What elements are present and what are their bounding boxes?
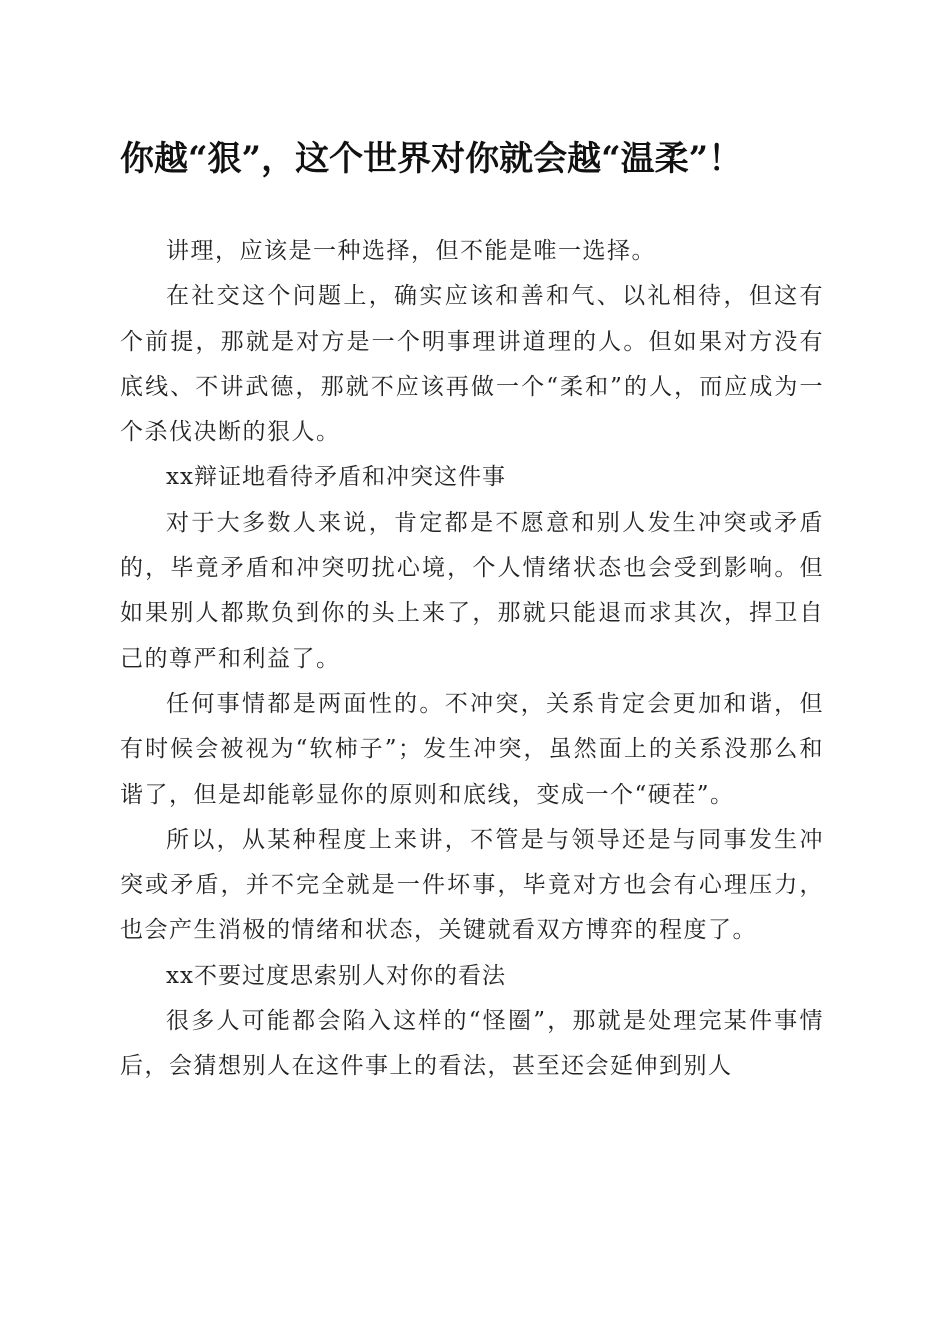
paragraph: 讲理，应该是一种选择，但不能是唯一选择。: [166, 238, 656, 264]
paragraph: 所以，从某种程度上来讲，不管是与领导还是与同事发生冲突或矛盾，并不完全就是一件坏事，毕竟对方也会有心理压力，也会产生消极的情绪和状态，关键就看双方博弈的程度了。: [120, 826, 824, 944]
document-title: 你越“狠”，这个世界对你就会越“温柔”！: [120, 139, 743, 179]
section-heading: xx不要过度思索别人对你的看法: [166, 962, 506, 989]
section-heading: xx辩证地看待矛盾和冲突这件事: [166, 464, 506, 491]
paragraph: 很多人可能都会陷入这样的“怪圈”，那就是处理完某件事情后，会猜想别人在这件事上的看法，甚至还会延伸到别人: [120, 1008, 824, 1080]
paragraph: 任何事情都是两面性的。不冲突，关系肯定会更加和谐，但有时候会被视为“软柿子”；发生冲突，虽然面上的关系没那么和谐了，但是却能彰显你的原则和底线，变成一个“硬茬”。: [120, 690, 824, 808]
document-body: [120, 229, 824, 1090]
paragraph: 对于大多数人来说，肯定都是不愿意和别人发生冲突或矛盾的，毕竟矛盾和冲突叨扰心境，个人情绪状态也会受到影响。但如果别人都欺负到你的头上来了，那就只能退而求其次，捍卫自己的尊严和利益了。: [120, 509, 824, 672]
paragraph: 在社交这个问题上，确实应该和善和气、以礼相待，但这有个前提，那就是对方是一个明事理讲道理的人。但如果对方没有底线、不讲武德，那就不应该再做一个“柔和”的人，而应成为一个杀伐决断的狠人。: [120, 283, 824, 446]
